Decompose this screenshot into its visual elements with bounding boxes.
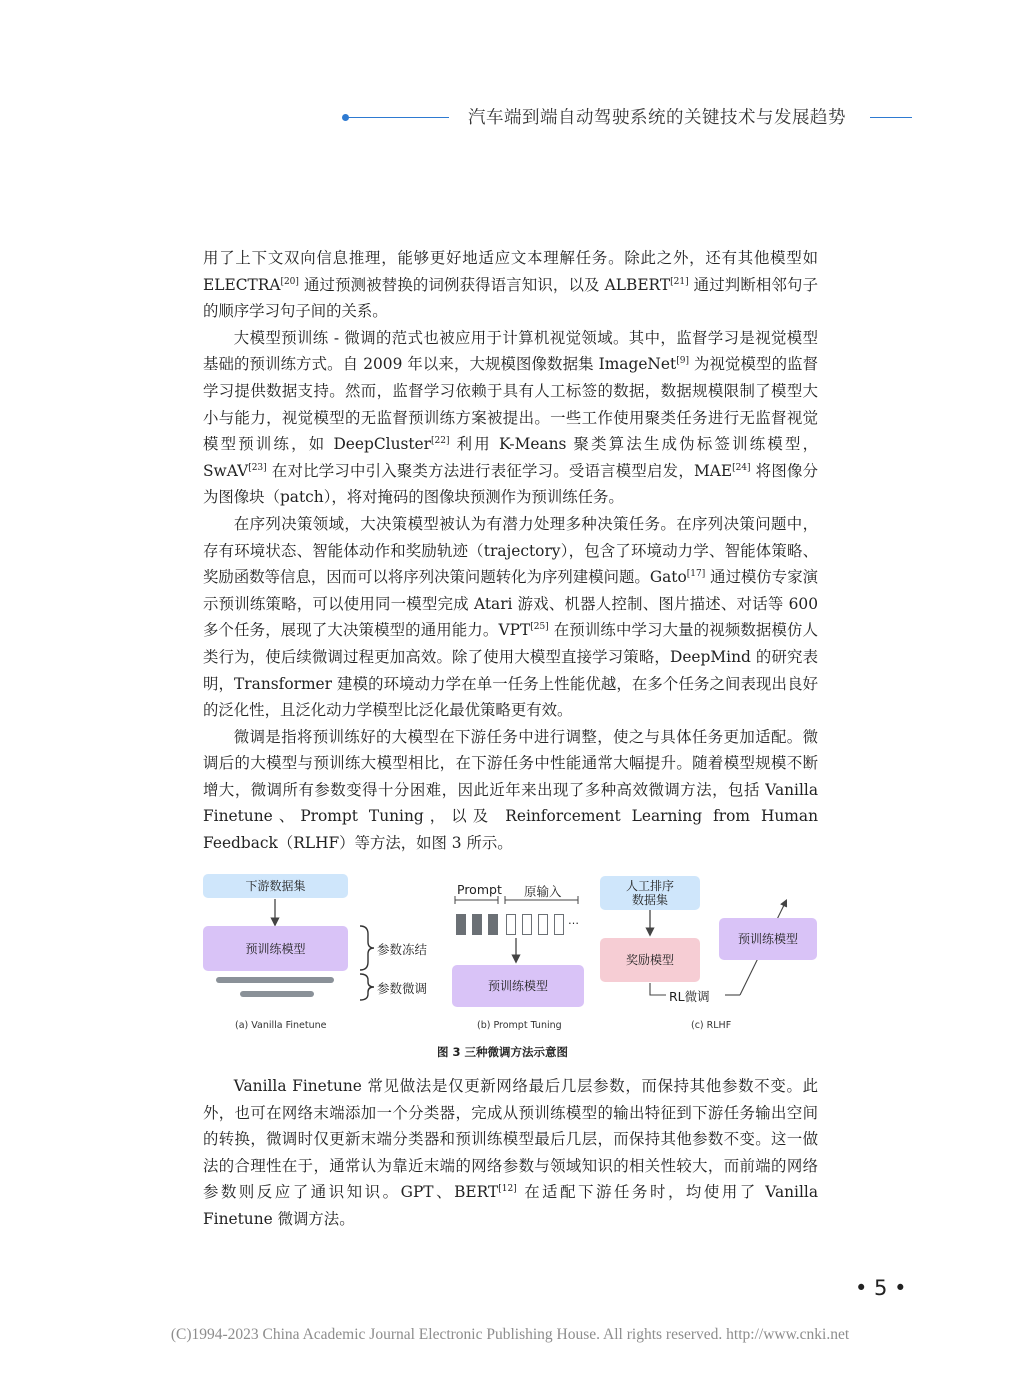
finetune-layer-bar [216,977,334,983]
citation[interactable]: [20] [280,276,299,287]
pretrained-model-box-a: 预训练模型 [203,926,348,971]
input-token [522,914,532,935]
prompt-token [456,914,466,935]
paragraph: Vanilla Finetune 常见做法是仅更新网络最后几层参数，而保持其他参数不变。此外，也可在网络末端添加一个分类器，完成从预训练模型的输出特征到下游任务输出空间的转换，微调时仅更新末端分类器和预训练模型最后几层，而保持其他参数不变。这一做法的合理性在于，通常认为靠近末端的网络参数与领域知识的相关性较大，而前端的网络参数则反应了通识知识。GPT、BERT[12] 在适配下游任务时，均使用了 Vanilla Finetune 微调方法。 [203,1077,818,1228]
body-text-bottom [203,1073,818,1233]
paragraph: 在序列决策领域，大决策模型被认为有潜力处理多种决策任务。在序列决策问题中，存有环境状态、智能体动作和奖励轨迹（trajectory），包含了环境动力学、智能体策略、奖励函数等信息，因而可以将序列决策问题转化为序列建模问题。Gato[17] 通过模仿专家演示预训练策略，可以使用同一模型完成 Atari 游戏、机器人控制、图片描述、对话等 600 多个任务，展现了大决策模型的通用能力。VPT[25] 在预训练中学习大量的视频数据模仿人类行为，使后续微调过程更加高效。除了使用大模型直接学习策略，DeepMind 的研究表明，Transformer 建模的环境动力学在单一任务上性能优越，在多个任务之间表现出良好的泛化性，且泛化动力学模型比泛化最优策略更有效。 [203,514,818,720]
ranking-dataset-box: 人工排序 数据集 [600,876,700,910]
citation[interactable]: [24] [732,462,751,473]
figure-3 [200,868,825,1063]
prompt-token [472,914,482,935]
input-token [506,914,516,935]
reward-model-box: 奖励模型 [600,938,700,982]
citation[interactable]: [21] [670,276,689,287]
header-rule-right [870,117,912,118]
original-input-label: 原输入 [524,884,562,899]
input-token [554,914,564,935]
input-token [538,914,548,935]
pretrained-model-box-c: 预训练模型 [719,918,817,960]
citation[interactable]: [22] [431,436,450,447]
header-dot [342,114,349,121]
citation[interactable]: [17] [686,569,706,580]
header-rule-left [344,117,449,118]
tuned-params-label: 参数微调 [377,981,428,996]
copyright-footer: (C)1994-2023 China Academic Journal Electronic Publishing House. All rights reserved. http://www.cnki.net [170,1326,850,1343]
citation[interactable]: [23] [248,462,267,473]
subcaption-c: (c) RLHF [691,1020,732,1031]
citation[interactable]: [12] [498,1184,517,1195]
prompt-token [488,914,498,935]
subcaption-a: (a) Vanilla Finetune [235,1020,327,1031]
downstream-dataset-box: 下游数据集 [203,874,348,898]
body-text-top [203,245,818,857]
citation[interactable]: [25] [530,622,549,633]
page-number: • 5 • [855,1276,907,1300]
paragraph: 大模型预训练 - 微调的范式也被应用于计算机视觉领域。其中，监督学习是视觉模型基础的预训练方式。自 2009 年以来，大规模图像数据集 ImageNet[9] 为视觉模型的监督学习提供数据支持。然而，监督学习依赖于具有人工标签的数据，数据规模限制了模型大小与能力，视觉模型的无监督预训练方案被提出。一些工作使用聚类任务进行无监督视觉模型预训练，如 DeepCluster[22] 利用 K-Means 聚类算法生成伪标签训练模型，SwAV[23] 在对比学习中引入聚类方法进行表征学习。受语言模型启发，MAE[24] 将图像分为图像块（patch），将对掩码的图像块预测作为预训练任务。 [203,328,818,507]
rl-finetune-label: RL微调 [669,989,710,1004]
frozen-params-label: 参数冻结 [377,942,428,957]
token-ellipsis: … [568,914,579,927]
paragraph: 用了上下文双向信息推理，能够更好地适应文本理解任务。除此之外，还有其他模型如 ELECTRA[20] 通过预测被替换的词例获得语言知识，以及 ALBERT[21] 通过判断相邻句子的顺序学习句子间的关系。 [203,249,818,321]
figure-caption: 图 3 三种微调方法示意图 [437,1045,569,1059]
prompt-label: Prompt [457,882,502,897]
citation[interactable]: [9] [676,356,689,367]
running-header-title: 汽车端到端自动驾驶系统的关键技术与发展趋势 [468,108,846,128]
finetune-layer-bar [240,991,314,997]
paragraph: 微调是指将预训练好的大模型在下游任务中进行调整，使之与具体任务更加适配。微调后的大模型与预训练大模型相比，在下游任务中性能通常大幅提升。随着模型规模不断增大，微调所有参数变得十分困难，因此近年来出现了多种高效微调方法，包括 Vanilla Finetune、Prompt Tuning，以及 Reinforcement Learning from Human Feedback（RLHF）等方法，如图 3 所示。 [203,727,818,853]
subcaption-b: (b) Prompt Tuning [477,1020,562,1031]
pretrained-model-box-b: 预训练模型 [452,965,584,1007]
